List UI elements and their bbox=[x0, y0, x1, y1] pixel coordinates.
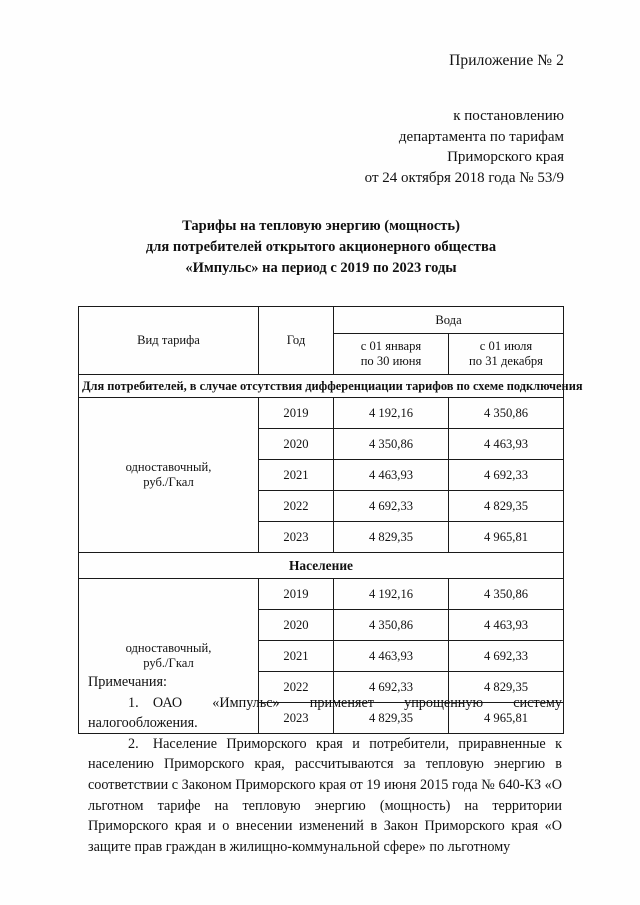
cell-second-half: 4 350,86 bbox=[449, 579, 564, 610]
table-section-row-population bbox=[79, 553, 564, 579]
decree-line-3: Приморского края bbox=[447, 149, 564, 165]
cell-year: 2022 bbox=[259, 491, 334, 522]
tariff-kind-line-1: одноставочный, bbox=[125, 641, 212, 655]
notes-section bbox=[88, 672, 562, 857]
cell-second-half: 4 463,93 bbox=[449, 429, 564, 460]
appendix-title: Приложение № 2 bbox=[449, 52, 564, 69]
cell-year: 2023 bbox=[259, 703, 334, 734]
page-title bbox=[78, 216, 564, 279]
cell-first-half: 4 350,86 bbox=[334, 610, 449, 641]
cell-year: 2023 bbox=[259, 522, 334, 553]
cell-first-half: 4 692,33 bbox=[334, 491, 449, 522]
cell-year: 2020 bbox=[259, 429, 334, 460]
tariff-kind-cell-block1 bbox=[79, 398, 259, 553]
notes-label: Примечания: bbox=[88, 674, 167, 690]
table-section-label: Население bbox=[79, 553, 564, 579]
cell-second-half: 4 692,33 bbox=[449, 460, 564, 491]
table-row bbox=[79, 398, 564, 429]
decree-line-1: к постановлению bbox=[453, 108, 564, 124]
cell-first-half: 4 829,35 bbox=[334, 703, 449, 734]
page-title-line-2: для потребителей открытого акционерного общества bbox=[145, 239, 497, 255]
decree-line-4: от 24 октября 2018 года № 53/9 bbox=[364, 169, 564, 186]
column-header-group-water: Вода bbox=[334, 307, 564, 334]
cell-first-half: 4 692,33 bbox=[334, 672, 449, 703]
cell-first-half: 4 192,16 bbox=[334, 398, 449, 429]
tariff-kind-line-2: руб./Гкал bbox=[143, 475, 194, 489]
tariff-table bbox=[78, 306, 583, 734]
page-title-line-3: «Импульс» на период с 2019 по 2023 годы bbox=[185, 260, 457, 276]
first-half-line-2: по 30 июня bbox=[360, 354, 422, 368]
cell-second-half: 4 965,81 bbox=[449, 703, 564, 734]
column-header-year: Год bbox=[259, 307, 334, 375]
table-header-row-top bbox=[79, 307, 564, 334]
decree-line-2: департамента по тарифам bbox=[398, 128, 564, 145]
cell-year: 2020 bbox=[259, 610, 334, 641]
first-half-line-1: с 01 января bbox=[360, 339, 422, 353]
cell-second-half: 4 829,35 bbox=[449, 672, 564, 703]
cell-second-half: 4 692,33 bbox=[449, 641, 564, 672]
cell-first-half: 4 829,35 bbox=[334, 522, 449, 553]
second-half-line-1: с 01 июля bbox=[479, 339, 533, 353]
table-banner-label: Для потребителей, в случае отсутствия дифференциации тарифов по схеме подключения bbox=[79, 375, 564, 398]
cell-year: 2021 bbox=[259, 460, 334, 491]
cell-year: 2021 bbox=[259, 641, 334, 672]
column-header-first-half bbox=[334, 334, 449, 375]
cell-year: 2022 bbox=[259, 672, 334, 703]
cell-first-half: 4 463,93 bbox=[334, 460, 449, 491]
cell-second-half: 4 463,93 bbox=[449, 610, 564, 641]
table-banner-row-no-differentiation bbox=[79, 375, 564, 398]
tariff-kind-line-1: одноставочный, bbox=[125, 460, 212, 474]
cell-year: 2019 bbox=[259, 398, 334, 429]
cell-second-half: 4 965,81 bbox=[449, 522, 564, 553]
cell-first-half: 4 192,16 bbox=[334, 579, 449, 610]
decree-reference-block bbox=[0, 106, 564, 188]
column-header-tariff-kind: Вид тарифа bbox=[79, 307, 259, 375]
cell-second-half: 4 829,35 bbox=[449, 491, 564, 522]
cell-first-half: 4 350,86 bbox=[334, 429, 449, 460]
cell-year: 2019 bbox=[259, 579, 334, 610]
cell-first-half: 4 463,93 bbox=[334, 641, 449, 672]
tariff-kind-line-2: руб./Гкал bbox=[143, 656, 194, 670]
cell-second-half: 4 350,86 bbox=[449, 398, 564, 429]
note-item-2: 2. Население Приморского края и потребители, приравненные к населению Приморского края, рассчитываются за тепловую энергию в соответствии с Законом Приморского края от 19 июня 2015 года № 640-КЗ «О льготном тарифе на тепловую энергию (мощность) на территории Приморского края и о внесении изменений в Закон Приморского края «О защите прав граждан в жилищно-коммунальной сфере» по льготному bbox=[88, 735, 562, 855]
table-row bbox=[79, 579, 564, 610]
page-title-line-1: Тарифы на тепловую энергию (мощность) bbox=[182, 218, 460, 234]
column-header-second-half bbox=[449, 334, 564, 375]
second-half-line-2: по 31 декабря bbox=[469, 354, 543, 368]
note-item-1: 1. ОАО «Импульс» применяет упрощенную систему налогообложения. bbox=[88, 694, 562, 732]
